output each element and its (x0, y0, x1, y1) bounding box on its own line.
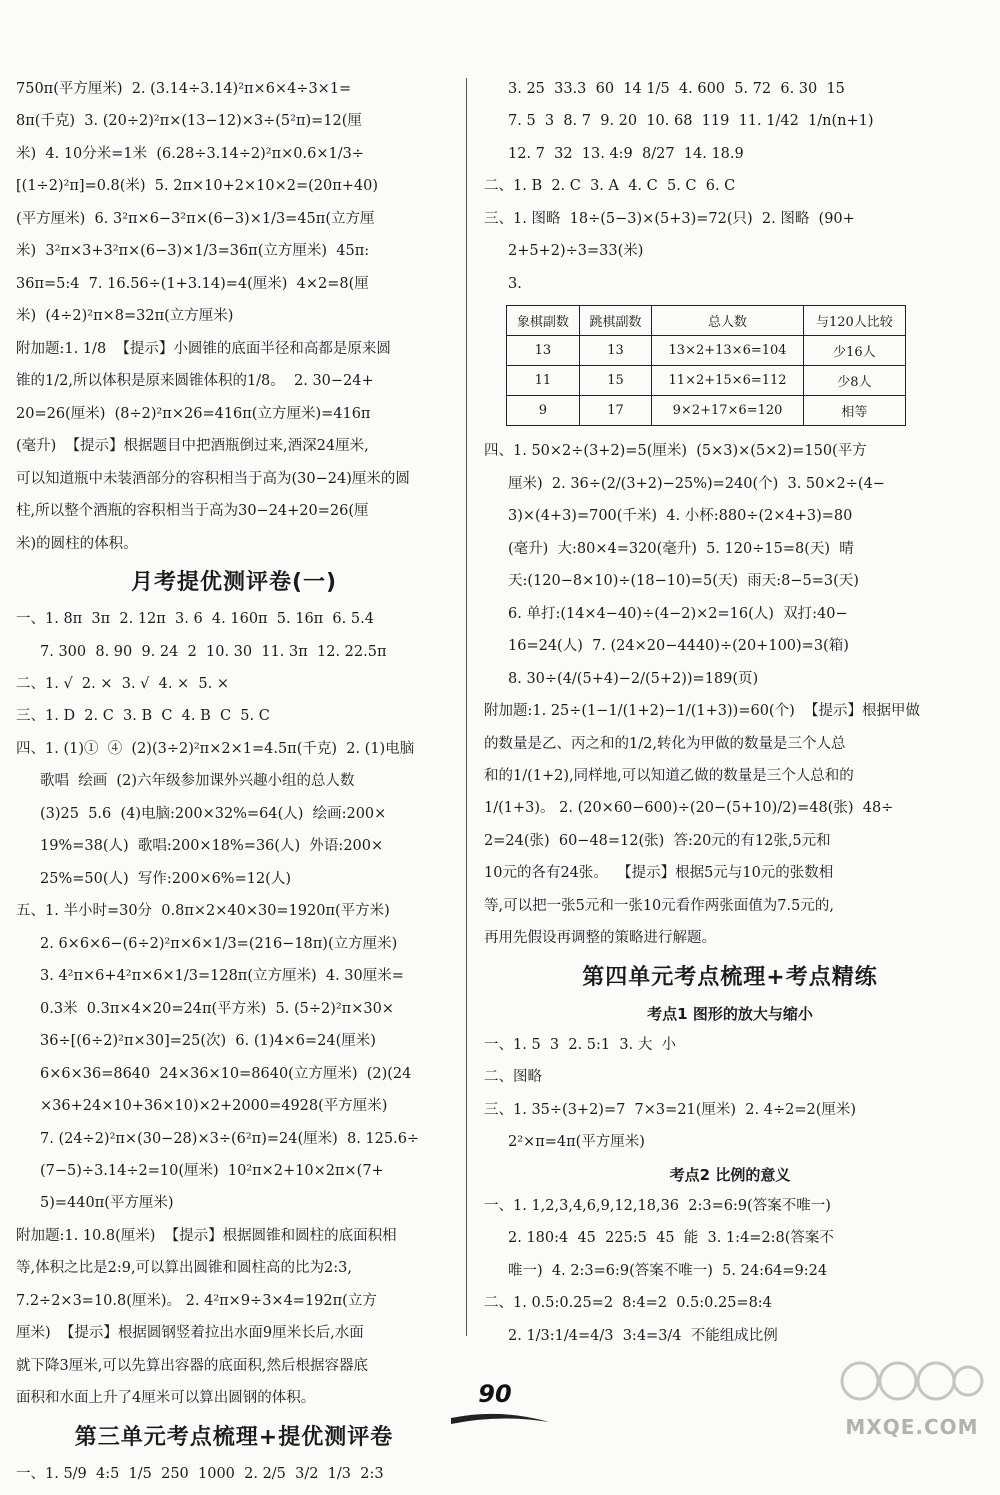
bonus-line: 附加题:1. 10.8(厘米) 【提示】根据圆锥和圆柱的底面积相 (16, 1227, 397, 1244)
answer-block-1 (16, 78, 452, 328)
answer-line: 歌唱 绘画 (2)六年级参加课外兴趣小组的总人数 (40, 773, 355, 790)
bonus-line: 附加题:1. 1/8 【提示】小圆锥的底面半径和高都是原来圆 (16, 340, 391, 357)
bonus-line: 柱,所以整个酒瓶的容积相当于高为30−24+20=26(厘 (16, 503, 369, 520)
bonus-line: 10元的各有24张。 【提示】根据5元与10元的张数相 (484, 865, 834, 882)
answer-line: 8π(千克) 3. (20÷2)²π×(13−12)×3÷(5²π)=12(厘 (16, 113, 362, 130)
bonus-block-1 (16, 338, 452, 555)
bonus-block-2 (16, 1225, 452, 1410)
answer-line: (7−5)÷3.14÷2=10(厘米) 10²π×2+10×2π×(7+ (40, 1163, 384, 1179)
answer-line: 0.3米 0.3π×4×20=24π(平方米) 5. (5÷2)²π×30× (40, 1000, 394, 1017)
answer-line: 唯一) 4. 2:3=6:9(答案不唯一) 5. 24:64=9:24 (508, 1262, 828, 1279)
answer-line: ×36+24×10+36×10)×2+2000=4928(平方厘米) (40, 1098, 388, 1115)
answer-line: 二、图略 (484, 1069, 542, 1086)
answer-line: 厘米) 2. 36÷(2/(3+2)−25%)=240(个) 3. 50×2÷(4− (508, 475, 885, 492)
answer-line: 7. (24÷2)²π×(30−28)×3÷(6²π)=24(厘米) 8. 125.6÷ (40, 1130, 420, 1147)
answer-line: 2. 6×6×6−(6÷2)²π×6×1/3=(216−18π)(立方厘米) (40, 935, 398, 952)
answer-line: 三、1. 图略 18÷(5−3)×(5+3)=72(只) 2. 图略 (90+ (484, 210, 855, 227)
answer-line: 7. 300 8. 90 9. 24 2 10. 30 11. 3π 12. 22.5π (40, 643, 387, 660)
page-number: 90 (478, 1380, 512, 1408)
answer-line: 2. 180:4 45 225:5 45 能 3. 1:4=2:8(答案不 (508, 1230, 834, 1247)
table-header-cell: 总人数 (652, 306, 803, 336)
bonus-block-3 (484, 700, 976, 950)
answer-line: 二、1. B 2. C 3. A 4. C 5. C 6. C (484, 178, 736, 195)
table-cell: 9 (507, 396, 580, 426)
answer-line: (毫升) 大:80×4=320(毫升) 5. 120÷15=8(天) 晴 (508, 540, 854, 557)
answer-line: 3. 4²π×6+4²π×6×1/3=128π(立方厘米) 4. 30厘米= (40, 968, 404, 985)
bonus-line: 2=24(张) 60−48=12(张) 答:20元的有12张,5元和 (484, 832, 831, 849)
table-cell: 11 (507, 366, 580, 396)
chess-count-table (506, 305, 906, 426)
bonus-line: 米)的圆柱的体积。 (16, 535, 138, 552)
bonus-line: 1/(1+3)。 2. (20×60−600)÷(20−(5+10)/2)=48(张) 48÷ (484, 800, 894, 817)
topic-1-title: 考点1 图形的放大与缩小 (647, 1004, 813, 1023)
answer-line: 3)×(4+3)=700(千米) 4. 小杯:880÷(2×4+3)=80 (508, 508, 853, 525)
bonus-line: (毫升) 【提示】根据题目中把酒瓶倒过来,酒深24厘米, (16, 438, 369, 455)
bonus-line: 等,体积之比是2:9,可以算出圆锥和圆柱高的比为2:3, (16, 1260, 352, 1277)
answer-line: 二、1. √ 2. × 3. √ 4. × 5. × (16, 675, 230, 692)
table-cell: 13 (507, 336, 580, 366)
answer-line: 2. 1/3:1/4=4/3 3:4=3/4 不能组成比例 (508, 1327, 778, 1344)
bonus-line: 再用先假设再调整的策略进行解题。 (484, 930, 716, 947)
table-cell: 11×2+15×6=112 (652, 366, 803, 396)
table-cell: 少16人 (803, 336, 905, 366)
answer-line: 3. (508, 275, 522, 292)
answer-line: 一、1. 8π 3π 2. 12π 3. 6 4. 160π 5. 16π 6. 5.4 (16, 611, 374, 628)
topic-2-title: 考点2 比例的意义 (669, 1165, 791, 1184)
answer-line: 7. 5 3 8. 7 9. 20 10. 68 119 11. 1/42 1/n(n+1) (508, 113, 874, 130)
bonus-line: 厘米) 【提示】根据圆钢竖着拉出水面9厘米长后,水面 (16, 1325, 364, 1342)
answer-line: 36÷[(6÷2)²π×30]=25(次) 6. (1)4×6=24(厘米) (40, 1033, 376, 1050)
bonus-line: 的数量是乙、丙之和的1/2,转化为甲做的数量是三个人总 (484, 735, 846, 752)
answer-line: [(1÷2)²π]=0.8(米) 5. 2π×10+2×10×2=(20π+40) (16, 178, 379, 195)
answer-line: 16=24(人) 7. (24×20−4440)÷(20+100)=3(箱) (508, 638, 849, 655)
answer-line: 一、1. 5/9 4:5 1/5 250 1000 2. 2/5 3/2 1/3 2:3 (16, 1465, 384, 1482)
watermark-stamp-icon (838, 1351, 986, 1415)
answer-line: 二、1. 0.5:0.25=2 8:4=2 0.5:0.25=8:4 (484, 1295, 772, 1312)
table-row (507, 396, 906, 426)
bonus-line: 可以知道瓶中未装酒部分的容积相当于高为(30−24)厘米的圆 (16, 470, 410, 487)
table-cell: 13 (579, 336, 652, 366)
left-column (16, 78, 452, 1495)
answer-line: 3. 25 33.3 60 14 1/5 4. 600 5. 72 6. 30 15 (508, 81, 845, 97)
answer-line: 三、1. 35÷(3+2)=7 7×3=21(厘米) 2. 4÷2=2(厘米) (484, 1101, 857, 1118)
answer-line: 米) 4. 10分米=1米 (6.28÷3.14÷2)²π×0.6×1/3÷ (16, 145, 364, 162)
column-divider (466, 78, 467, 1336)
table-cell: 相等 (803, 396, 905, 426)
answer-line: 36π=5:4 7. 16.56÷(1+3.14)=4(厘米) 4×2=8(厘 (16, 275, 369, 292)
table-header-row (507, 306, 906, 336)
bonus-line: 20=26(厘米) (8÷2)²π×26=416π(立方厘米)=416π (16, 405, 371, 422)
table-row (507, 366, 906, 396)
answer-line: 四、1. 50×2÷(3+2)=5(厘米) (5×3)×(5×2)=150(平方 (484, 443, 867, 460)
watermark-logo (838, 1351, 986, 1441)
table-cell: 17 (579, 396, 652, 426)
answer-line: 米) (4÷2)²π×8=32π(立方厘米) (16, 308, 234, 325)
answer-line: 5)=440π(平方厘米) (40, 1195, 174, 1212)
table-header-cell: 与120人比较 (803, 306, 905, 336)
answer-line: 一、1. 5 3 2. 5:1 3. 大 小 (484, 1036, 676, 1053)
answer-line: 25%=50(人) 写作:200×6%=12(人) (40, 870, 291, 887)
answer-line: 天:(120−8×10)÷(18−10)=5(天) 雨天:8−5=3(天) (508, 573, 859, 590)
bonus-line: 锥的1/2,所以体积是原来圆锥体积的1/8。 2. 30−24+ (16, 373, 374, 390)
section-title-unit-3: 第三单元考点梳理+提优测评卷 (74, 1424, 394, 1450)
bonus-line: 和的1/(1+2),同样地,可以知道乙做的数量是三个人总和的 (484, 767, 854, 784)
watermark-text: MXQE.COM (845, 1415, 979, 1439)
answer-line: (平方厘米) 6. 3²π×6−3²π×(6−3)×1/3=45π(立方厘 (16, 210, 375, 227)
section-title-unit-4: 第四单元考点梳理+考点精练 (582, 964, 878, 990)
answer-line: 三、1. D 2. C 3. B C 4. B C 5. C (16, 708, 270, 725)
table-cell: 15 (579, 366, 652, 396)
table-cell: 13×2+13×6=104 (652, 336, 803, 366)
table-cell: 少8人 (803, 366, 905, 396)
answer-line: 四、1. (1)① ④ (2)(3÷2)²π×2×1=4.5π(千克) 2. (1)电脑 (16, 740, 415, 757)
answer-line: 2+5+2)÷3=33(米) (508, 243, 644, 260)
bonus-line: 面积和水面上升了4厘米可以算出圆钢的体积。 (16, 1390, 316, 1407)
table-cell: 9×2+17×6=120 (652, 396, 803, 426)
answer-line: 米) 3²π×3+3²π×(6−3)×1/3=36π(立方厘米) 45π: (16, 243, 370, 260)
answer-line: (3)25 5.6 (4)电脑:200×32%=64(人) 绘画:200× (40, 805, 387, 822)
bonus-line: 7.2÷2×3=10.8(厘米)。 2. 4²π×9÷3×4=192π(立方 (16, 1292, 377, 1309)
table-header-cell: 跳棋副数 (579, 306, 652, 336)
bonus-line: 附加题:1. 25÷(1−1/(1+2)−1/(1+3))=60(个) 【提示】根据甲做 (484, 703, 920, 720)
table-header-cell: 象棋副数 (507, 306, 580, 336)
answer-line: 五、1. 半小时=30分 0.8π×2×40×30=1920π(平方米) (16, 903, 390, 920)
answer-line: 12. 7 32 13. 4:9 8/27 14. 18.9 (508, 145, 744, 162)
bonus-line: 就下降3厘米,可以先算出容器的底面积,然后根据容器底 (16, 1357, 368, 1374)
answer-line: 19%=38(人) 歌唱:200×18%=36(人) 外语:200× (40, 838, 384, 855)
answer-line: 6×6×36=8640 24×36×10=8640(立方厘米) (2)(24 (40, 1065, 412, 1082)
answer-line: 2²×π=4π(平方厘米) (508, 1134, 645, 1151)
answer-line: 8. 30÷(4/(5+4)−2/(5+2))=189(页) (508, 670, 759, 687)
answer-line: 750π(平方厘米) 2. (3.14÷3.14)²π×6×4÷3×1= (16, 81, 352, 97)
answer-line: 6. 单打:(14×4−40)÷(4−2)×2=16(人) 双打:40− (508, 605, 848, 622)
section-title-monthly-test: 月考提优测评卷(一) (130, 570, 338, 596)
table-row (507, 336, 906, 366)
answer-line: 一、1. 1,2,3,4,6,9,12,18,36 2:3=6:9(答案不唯一) (484, 1197, 831, 1214)
right-column (484, 78, 976, 1357)
page-number-badge (445, 1378, 555, 1428)
bonus-line: 等,可以把一张5元和一张10元看作两张面值为7.5元的, (484, 897, 834, 914)
